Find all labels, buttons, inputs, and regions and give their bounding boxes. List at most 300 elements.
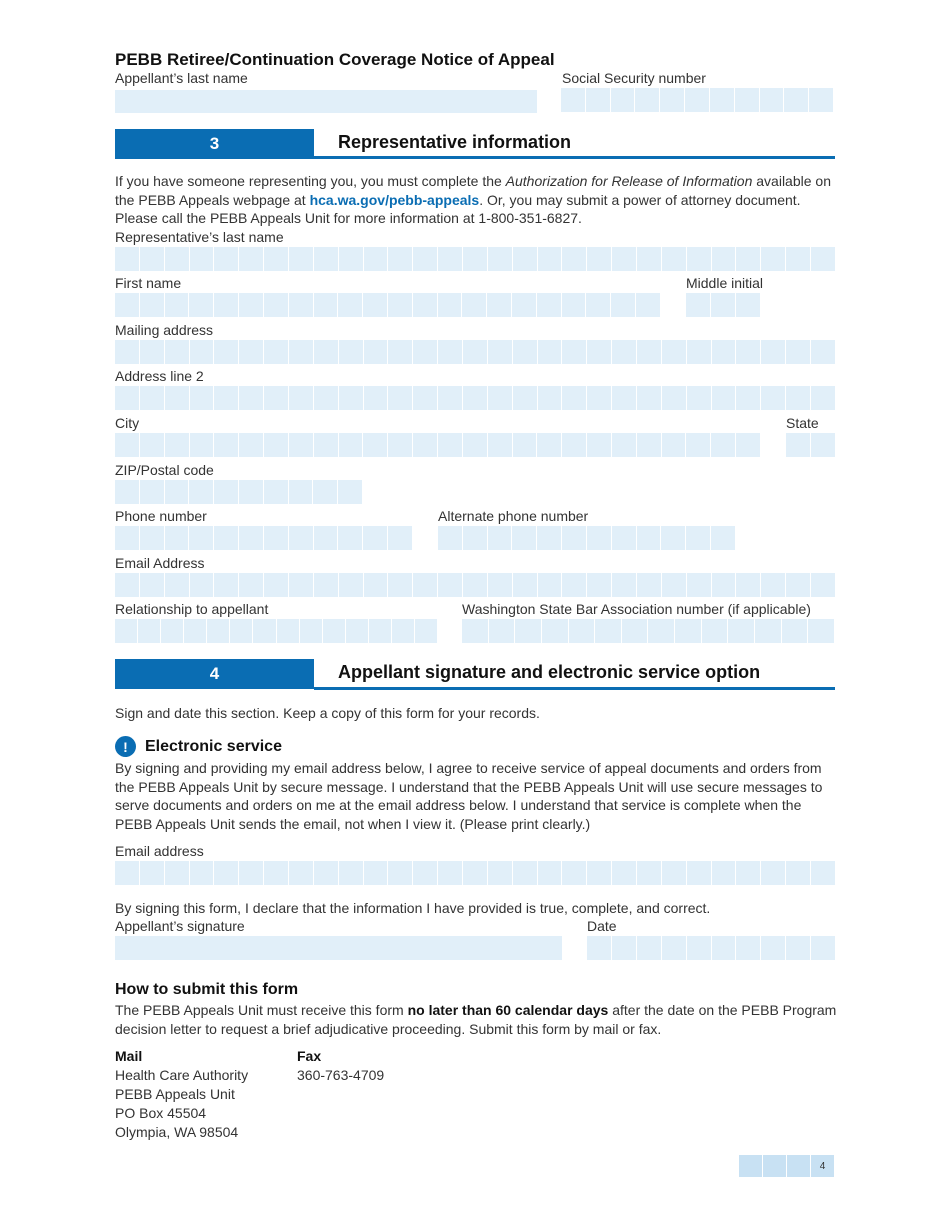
character-box[interactable] (463, 433, 487, 457)
character-box[interactable] (736, 573, 760, 597)
character-box[interactable] (512, 526, 536, 550)
character-box[interactable] (513, 386, 537, 410)
character-box[interactable] (438, 340, 462, 364)
character-box[interactable] (538, 861, 562, 885)
character-box[interactable] (736, 861, 760, 885)
character-box[interactable] (190, 386, 214, 410)
character-box[interactable] (289, 293, 313, 317)
character-box[interactable] (569, 619, 595, 643)
character-box[interactable] (289, 247, 313, 271)
character-box[interactable] (687, 247, 711, 271)
character-box[interactable] (462, 293, 486, 317)
character-box[interactable] (140, 293, 164, 317)
character-box[interactable] (587, 526, 611, 550)
character-box[interactable] (314, 573, 338, 597)
character-box[interactable] (735, 88, 759, 112)
character-box[interactable] (184, 619, 206, 643)
rep-last-name-field[interactable] (115, 247, 835, 271)
character-box[interactable] (662, 247, 686, 271)
character-box[interactable] (662, 386, 686, 410)
character-box[interactable] (809, 88, 833, 112)
character-box[interactable] (702, 619, 728, 643)
character-box[interactable] (648, 619, 674, 643)
character-box[interactable] (587, 861, 611, 885)
character-box[interactable] (462, 619, 488, 643)
character-box[interactable] (289, 340, 313, 364)
character-box[interactable] (413, 340, 437, 364)
date-field[interactable] (587, 936, 835, 960)
character-box[interactable] (239, 293, 263, 317)
character-box[interactable] (165, 861, 189, 885)
character-box[interactable] (685, 88, 709, 112)
character-box[interactable] (662, 861, 686, 885)
character-box[interactable] (190, 861, 214, 885)
character-box[interactable] (214, 247, 238, 271)
character-box[interactable] (784, 88, 808, 112)
character-box[interactable] (346, 619, 368, 643)
character-box[interactable] (314, 433, 338, 457)
character-box[interactable] (339, 386, 363, 410)
character-box[interactable] (489, 619, 515, 643)
character-box[interactable] (811, 936, 835, 960)
character-box[interactable] (189, 480, 213, 504)
character-box[interactable] (808, 619, 834, 643)
character-box[interactable] (364, 340, 388, 364)
state-field[interactable] (786, 433, 835, 457)
character-box[interactable] (637, 936, 661, 960)
character-box[interactable] (300, 619, 322, 643)
signature-field[interactable] (115, 936, 562, 960)
character-box[interactable] (587, 340, 611, 364)
character-box[interactable] (761, 861, 785, 885)
character-box[interactable] (587, 247, 611, 271)
character-box[interactable] (562, 573, 586, 597)
character-box[interactable] (811, 861, 835, 885)
character-box[interactable] (339, 340, 363, 364)
character-box[interactable] (239, 340, 263, 364)
character-box[interactable] (786, 247, 810, 271)
character-box[interactable] (388, 861, 412, 885)
character-box[interactable] (239, 480, 263, 504)
character-box[interactable] (207, 619, 229, 643)
character-box[interactable] (140, 526, 164, 550)
character-box[interactable] (165, 386, 189, 410)
character-box[interactable] (463, 340, 487, 364)
character-box[interactable] (736, 293, 760, 317)
character-box[interactable] (364, 861, 388, 885)
character-box[interactable] (165, 573, 189, 597)
character-box[interactable] (214, 573, 238, 597)
character-box[interactable] (264, 480, 288, 504)
character-box[interactable] (364, 573, 388, 597)
character-box[interactable] (686, 433, 710, 457)
character-box[interactable] (214, 480, 238, 504)
character-box[interactable] (542, 619, 568, 643)
character-box[interactable] (214, 526, 238, 550)
character-box[interactable] (687, 573, 711, 597)
character-box[interactable] (661, 526, 685, 550)
character-box[interactable] (140, 247, 164, 271)
character-box[interactable] (538, 340, 562, 364)
appellant-email-field[interactable] (115, 861, 835, 885)
character-box[interactable] (612, 386, 636, 410)
character-box[interactable] (786, 433, 810, 457)
character-box[interactable] (115, 861, 139, 885)
character-box[interactable] (786, 861, 810, 885)
character-box[interactable] (595, 619, 621, 643)
character-box[interactable] (811, 386, 835, 410)
character-box[interactable] (687, 861, 711, 885)
character-box[interactable] (388, 293, 412, 317)
character-box[interactable] (712, 386, 736, 410)
character-box[interactable] (230, 619, 252, 643)
character-box[interactable] (289, 526, 313, 550)
character-box[interactable] (562, 526, 586, 550)
character-box[interactable] (115, 480, 139, 504)
character-box[interactable] (488, 526, 512, 550)
character-box[interactable] (363, 433, 387, 457)
character-box[interactable] (165, 293, 189, 317)
character-box[interactable] (586, 88, 610, 112)
character-box[interactable] (736, 340, 760, 364)
character-box[interactable] (537, 526, 561, 550)
character-box[interactable] (637, 433, 661, 457)
character-box[interactable] (438, 573, 462, 597)
character-box[interactable] (115, 619, 137, 643)
character-box[interactable] (338, 293, 362, 317)
character-box[interactable] (513, 861, 537, 885)
character-box[interactable] (438, 526, 462, 550)
character-box[interactable] (190, 247, 214, 271)
character-box[interactable] (214, 386, 238, 410)
character-box[interactable] (289, 433, 313, 457)
character-box[interactable] (165, 480, 189, 504)
character-box[interactable] (214, 340, 238, 364)
character-box[interactable] (463, 526, 487, 550)
character-box[interactable] (612, 247, 636, 271)
character-box[interactable] (538, 247, 562, 271)
character-box[interactable] (339, 861, 363, 885)
character-box[interactable] (487, 293, 511, 317)
first-name-field[interactable] (115, 293, 660, 317)
character-box[interactable] (214, 293, 238, 317)
character-box[interactable] (115, 526, 139, 550)
character-box[interactable] (115, 247, 139, 271)
character-box[interactable] (538, 573, 562, 597)
character-box[interactable] (239, 386, 263, 410)
character-box[interactable] (537, 433, 561, 457)
character-box[interactable] (612, 526, 636, 550)
character-box[interactable] (239, 433, 263, 457)
character-box[interactable] (289, 386, 313, 410)
character-box[interactable] (253, 619, 275, 643)
character-box[interactable] (728, 619, 754, 643)
character-box[interactable] (612, 433, 636, 457)
character-box[interactable] (190, 433, 214, 457)
character-box[interactable] (562, 433, 586, 457)
character-box[interactable] (239, 526, 263, 550)
character-box[interactable] (488, 386, 512, 410)
character-box[interactable] (165, 340, 189, 364)
character-box[interactable] (488, 247, 512, 271)
character-box[interactable] (140, 480, 164, 504)
character-box[interactable] (364, 247, 388, 271)
character-box[interactable] (388, 247, 412, 271)
character-box[interactable] (662, 433, 686, 457)
character-box[interactable] (515, 619, 541, 643)
ssn-field[interactable] (561, 88, 833, 112)
character-box[interactable] (587, 936, 611, 960)
character-box[interactable] (687, 936, 711, 960)
character-box[interactable] (811, 573, 835, 597)
appellant-last-name-field[interactable] (115, 90, 537, 113)
character-box[interactable] (686, 293, 710, 317)
character-box[interactable] (115, 386, 139, 410)
character-box[interactable] (214, 861, 238, 885)
character-box[interactable] (612, 861, 636, 885)
character-box[interactable] (587, 573, 611, 597)
character-box[interactable] (712, 340, 736, 364)
character-box[interactable] (761, 573, 785, 597)
character-box[interactable] (711, 526, 735, 550)
character-box[interactable] (736, 433, 760, 457)
character-box[interactable] (388, 526, 412, 550)
zip-field[interactable] (115, 480, 362, 504)
character-box[interactable] (512, 293, 536, 317)
character-box[interactable] (239, 573, 263, 597)
character-box[interactable] (488, 861, 512, 885)
character-box[interactable] (488, 573, 512, 597)
character-box[interactable] (339, 247, 363, 271)
character-box[interactable] (612, 573, 636, 597)
character-box[interactable] (687, 340, 711, 364)
character-box[interactable] (264, 861, 288, 885)
character-box[interactable] (513, 433, 537, 457)
character-box[interactable] (761, 386, 785, 410)
character-box[interactable] (388, 433, 412, 457)
character-box[interactable] (786, 340, 810, 364)
character-box[interactable] (388, 386, 412, 410)
character-box[interactable] (338, 526, 362, 550)
character-box[interactable] (463, 573, 487, 597)
character-box[interactable] (736, 247, 760, 271)
character-box[interactable] (264, 386, 288, 410)
character-box[interactable] (686, 526, 710, 550)
character-box[interactable] (264, 340, 288, 364)
character-box[interactable] (239, 247, 263, 271)
character-box[interactable] (339, 433, 363, 457)
character-box[interactable] (712, 936, 736, 960)
character-box[interactable] (761, 247, 785, 271)
character-box[interactable] (289, 861, 313, 885)
character-box[interactable] (711, 433, 735, 457)
character-box[interactable] (736, 936, 760, 960)
character-box[interactable] (289, 480, 313, 504)
character-box[interactable] (786, 386, 810, 410)
character-box[interactable] (463, 861, 487, 885)
character-box[interactable] (736, 386, 760, 410)
character-box[interactable] (140, 340, 164, 364)
character-box[interactable] (140, 573, 164, 597)
character-box[interactable] (190, 573, 214, 597)
character-box[interactable] (587, 433, 611, 457)
character-box[interactable] (612, 340, 636, 364)
character-box[interactable] (115, 573, 139, 597)
character-box[interactable] (637, 247, 661, 271)
character-box[interactable] (811, 433, 835, 457)
character-box[interactable] (115, 340, 139, 364)
character-box[interactable] (662, 573, 686, 597)
character-box[interactable] (438, 293, 462, 317)
character-box[interactable] (314, 340, 338, 364)
character-box[interactable] (415, 619, 437, 643)
character-box[interactable] (562, 861, 586, 885)
character-box[interactable] (463, 386, 487, 410)
character-box[interactable] (323, 619, 345, 643)
character-box[interactable] (463, 247, 487, 271)
character-box[interactable] (636, 293, 660, 317)
character-box[interactable] (264, 573, 288, 597)
character-box[interactable] (611, 293, 635, 317)
character-box[interactable] (264, 433, 288, 457)
character-box[interactable] (755, 619, 781, 643)
character-box[interactable] (314, 293, 338, 317)
character-box[interactable] (369, 619, 391, 643)
character-box[interactable] (488, 340, 512, 364)
character-box[interactable] (488, 433, 512, 457)
character-box[interactable] (165, 433, 189, 457)
character-box[interactable] (687, 386, 711, 410)
character-box[interactable] (314, 386, 338, 410)
character-box[interactable] (786, 936, 810, 960)
character-box[interactable] (264, 293, 288, 317)
address-line2-field[interactable] (115, 386, 835, 410)
character-box[interactable] (711, 293, 735, 317)
character-box[interactable] (413, 861, 437, 885)
character-box[interactable] (587, 386, 611, 410)
character-box[interactable] (513, 573, 537, 597)
character-box[interactable] (562, 386, 586, 410)
character-box[interactable] (115, 433, 139, 457)
character-box[interactable] (413, 433, 437, 457)
character-box[interactable] (660, 88, 684, 112)
character-box[interactable] (611, 88, 635, 112)
character-box[interactable] (277, 619, 299, 643)
character-box[interactable] (314, 526, 338, 550)
character-box[interactable] (675, 619, 701, 643)
mailing-address-field[interactable] (115, 340, 835, 364)
character-box[interactable] (413, 386, 437, 410)
character-box[interactable] (388, 573, 412, 597)
character-box[interactable] (413, 573, 437, 597)
character-box[interactable] (562, 247, 586, 271)
character-box[interactable] (314, 861, 338, 885)
character-box[interactable] (786, 573, 810, 597)
character-box[interactable] (289, 573, 313, 597)
character-box[interactable] (760, 88, 784, 112)
appeals-webpage-link[interactable]: hca.wa.gov/pebb-appeals (309, 191, 480, 208)
character-box[interactable] (811, 340, 835, 364)
character-box[interactable] (637, 526, 661, 550)
character-box[interactable] (239, 861, 263, 885)
character-box[interactable] (562, 293, 586, 317)
relationship-field[interactable] (115, 619, 437, 643)
character-box[interactable] (165, 526, 189, 550)
character-box[interactable] (392, 619, 414, 643)
character-box[interactable] (438, 247, 462, 271)
character-box[interactable] (622, 619, 648, 643)
phone-field[interactable] (115, 526, 412, 550)
middle-initial-field[interactable] (686, 293, 760, 317)
character-box[interactable] (561, 88, 585, 112)
city-field[interactable] (115, 433, 760, 457)
character-box[interactable] (710, 88, 734, 112)
character-box[interactable] (189, 526, 213, 550)
character-box[interactable] (314, 247, 338, 271)
character-box[interactable] (761, 340, 785, 364)
alt-phone-field[interactable] (438, 526, 735, 550)
character-box[interactable] (637, 861, 661, 885)
character-box[interactable] (811, 247, 835, 271)
character-box[interactable] (782, 619, 808, 643)
wsba-field[interactable] (462, 619, 834, 643)
character-box[interactable] (712, 573, 736, 597)
character-box[interactable] (438, 386, 462, 410)
character-box[interactable] (761, 936, 785, 960)
character-box[interactable] (712, 861, 736, 885)
character-box[interactable] (538, 386, 562, 410)
character-box[interactable] (313, 480, 337, 504)
character-box[interactable] (662, 340, 686, 364)
character-box[interactable] (637, 573, 661, 597)
character-box[interactable] (513, 340, 537, 364)
character-box[interactable] (364, 386, 388, 410)
character-box[interactable] (190, 340, 214, 364)
character-box[interactable] (586, 293, 610, 317)
character-box[interactable] (637, 386, 661, 410)
character-box[interactable] (537, 293, 561, 317)
character-box[interactable] (138, 619, 160, 643)
character-box[interactable] (662, 936, 686, 960)
character-box[interactable] (438, 433, 462, 457)
character-box[interactable] (637, 340, 661, 364)
rep-email-field[interactable] (115, 573, 835, 597)
character-box[interactable] (363, 526, 387, 550)
character-box[interactable] (388, 340, 412, 364)
character-box[interactable] (712, 247, 736, 271)
character-box[interactable] (635, 88, 659, 112)
character-box[interactable] (140, 861, 164, 885)
character-box[interactable] (413, 247, 437, 271)
character-box[interactable] (438, 861, 462, 885)
character-box[interactable] (140, 433, 164, 457)
character-box[interactable] (264, 247, 288, 271)
character-box[interactable] (189, 293, 213, 317)
character-box[interactable] (413, 293, 437, 317)
character-box[interactable] (363, 293, 387, 317)
character-box[interactable] (214, 433, 238, 457)
character-box[interactable] (264, 526, 288, 550)
character-box[interactable] (115, 293, 139, 317)
character-box[interactable] (339, 573, 363, 597)
character-box[interactable] (161, 619, 183, 643)
character-box[interactable] (338, 480, 362, 504)
character-box[interactable] (140, 386, 164, 410)
character-box[interactable] (513, 247, 537, 271)
character-box[interactable] (612, 936, 636, 960)
character-box[interactable] (562, 340, 586, 364)
character-box[interactable] (165, 247, 189, 271)
